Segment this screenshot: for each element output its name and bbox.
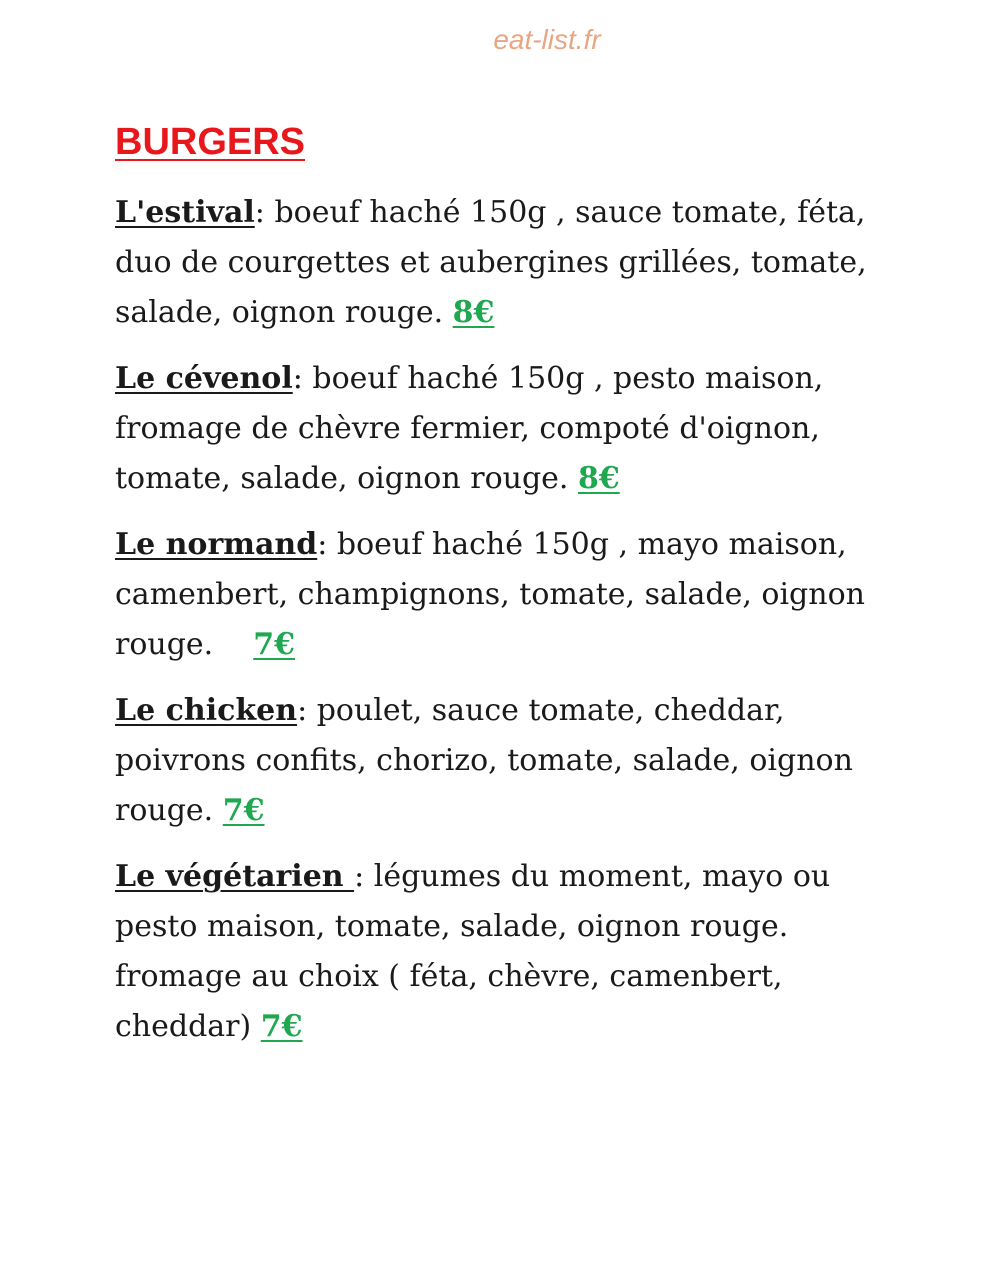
item-price: 7€ <box>260 1008 303 1044</box>
menu-item-normand <box>115 520 915 670</box>
item-description: boeuf haché 150g , mayo maison, camenbert, champignons, tomate, salade, oignon rouge. <box>115 526 865 662</box>
item-separator: : <box>354 858 374 894</box>
item-name: Le cévenol <box>115 360 293 396</box>
item-name: Le normand <box>115 526 318 562</box>
menu-item-cevenol <box>115 354 915 504</box>
item-name: Le chicken <box>115 692 298 728</box>
item-price: 8€ <box>452 294 495 330</box>
menu-item-estival <box>115 188 915 338</box>
item-name: Le végétarien <box>115 858 355 894</box>
section-title: BURGERS <box>115 121 306 163</box>
item-description: boeuf haché 150g , sauce tomate, féta, duo de courgettes et aubergines grillées, tomate, salade, oignon rouge. <box>115 194 867 330</box>
item-separator: : <box>297 692 317 728</box>
item-price: 8€ <box>577 460 620 496</box>
item-description: poulet, sauce tomate, cheddar, poivrons confits, chorizo, tomate, salade, oignon rouge. <box>115 692 853 828</box>
item-description: boeuf haché 150g , pesto maison, fromage de chèvre fermier, compoté d'oignon, tomate, salade, oignon rouge. <box>115 360 824 496</box>
menu-item-vegetarien <box>115 852 915 1052</box>
menu-item-chicken <box>115 686 915 836</box>
item-separator: : <box>254 194 275 230</box>
item-description: légumes du moment, mayo ou pesto maison, tomate, salade, oignon rouge. fromage au choix ( féta, chèvre, camenbert, cheddar) <box>115 858 831 1044</box>
item-price: 7€ <box>222 792 265 828</box>
item-separator: : <box>292 360 313 396</box>
watermark: eat-list.fr <box>493 24 601 55</box>
item-price: 7€ <box>253 626 295 662</box>
item-separator: : <box>317 526 337 562</box>
menu-content <box>115 120 915 1068</box>
item-name: L'estival <box>115 194 255 230</box>
